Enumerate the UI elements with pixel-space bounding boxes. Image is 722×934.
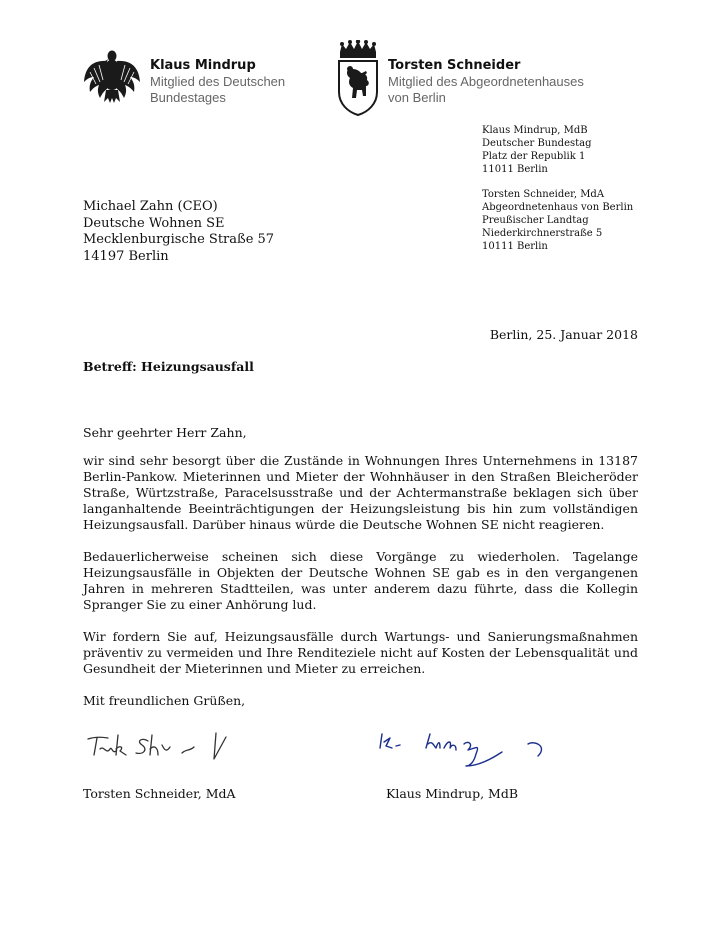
sender-line: Preußischer Landtag	[482, 215, 589, 226]
mda-role-line1: Mitglied des Abgeordnetenhauses	[388, 74, 584, 89]
sender-line: Platz der Republik 1	[482, 151, 586, 162]
recipient-line: 14197 Berlin	[83, 248, 169, 264]
sender-line: 11011 Berlin	[482, 164, 548, 175]
mdb-role-line2: Bundestages	[150, 90, 226, 105]
recipient-line: Mecklenburgische Straße 57	[83, 232, 275, 247]
signature-klaus-mindrup	[378, 726, 558, 770]
bundestag-eagle-icon	[82, 46, 142, 106]
salutation: Sehr geehrter Herr Zahn,	[83, 425, 247, 440]
sender-line: Niederkirchnerstraße 5	[482, 228, 603, 239]
mdb-name: Klaus Mindrup	[150, 58, 256, 73]
closing: Mit freundlichen Grüßen,	[83, 693, 246, 708]
mdb-header	[150, 58, 285, 106]
signature-torsten-schneider	[86, 725, 246, 765]
sender-line: Torsten Schneider, MdA	[482, 189, 605, 200]
signer-right: Klaus Mindrup, MdB	[386, 786, 519, 801]
sender-line: Klaus Mindrup, MdB	[482, 125, 588, 136]
mdb-role-line1: Mitglied des Deutschen	[150, 74, 286, 89]
mda-name: Torsten Schneider	[388, 58, 521, 73]
recipient-address	[83, 199, 274, 265]
recipient-line: Deutsche Wohnen SE	[83, 215, 225, 231]
letter-date: Berlin, 25. Januar 2018	[489, 327, 638, 342]
sender-line: 10111 Berlin	[482, 241, 548, 252]
letter-body	[83, 425, 638, 709]
sender-line: Abgeordnetenhaus von Berlin	[482, 202, 634, 213]
mda-header	[388, 58, 584, 106]
letter-subject: Betreff: Heizungsausfall	[83, 359, 254, 374]
body-paragraph: wir sind sehr besorgt über die Zustände in Wohnungen Ihres Unternehmens in 13187 Berlin-Pankow. Mieterinnen und Mieter der Wohnhäuser in den Straßen Bleicheröder Straße, Würtzstraße, Paracelsusstraße und der Achtermanstraße beklagen sich über langanhaltende Beeinträchtigungen der Heizungsleistung bis hin zum vollständigen Heizungsausfall. Darüber hinaus würde die Deutsche Wohnen SE nicht reagieren.	[83, 453, 638, 532]
sender-address-mdb	[482, 124, 592, 176]
recipient-line: Michael Zahn (CEO)	[83, 199, 218, 214]
body-paragraph: Bedauerlicherweise scheinen sich diese Vorgänge zu wiederholen. Tagelange Heizungsausfälle in Objekten der Deutsche Wohnen SE gab es in den vergangenen Jahren in mehreren Stadtteilen, was unter anderem dazu führte, dass die Kollegin Spranger Sie zu einer Anhörung lud.	[83, 549, 638, 612]
signer-left: Torsten Schneider, MdA	[83, 786, 236, 801]
sender-address-mda	[482, 188, 633, 253]
body-paragraph: Wir fordern Sie auf, Heizungsausfälle durch Wartungs- und Sanierungsmaßnahmen präventiv zu vermeiden und Ihre Renditeziele nicht auf Kosten der Lebensqualität und Gesundheit der Mieterinnen und Mieter zu erreichen.	[83, 629, 638, 676]
sender-line: Deutscher Bundestag	[482, 138, 592, 149]
berlin-bear-crest-icon	[336, 40, 380, 116]
mda-role-line2: von Berlin	[388, 90, 446, 105]
